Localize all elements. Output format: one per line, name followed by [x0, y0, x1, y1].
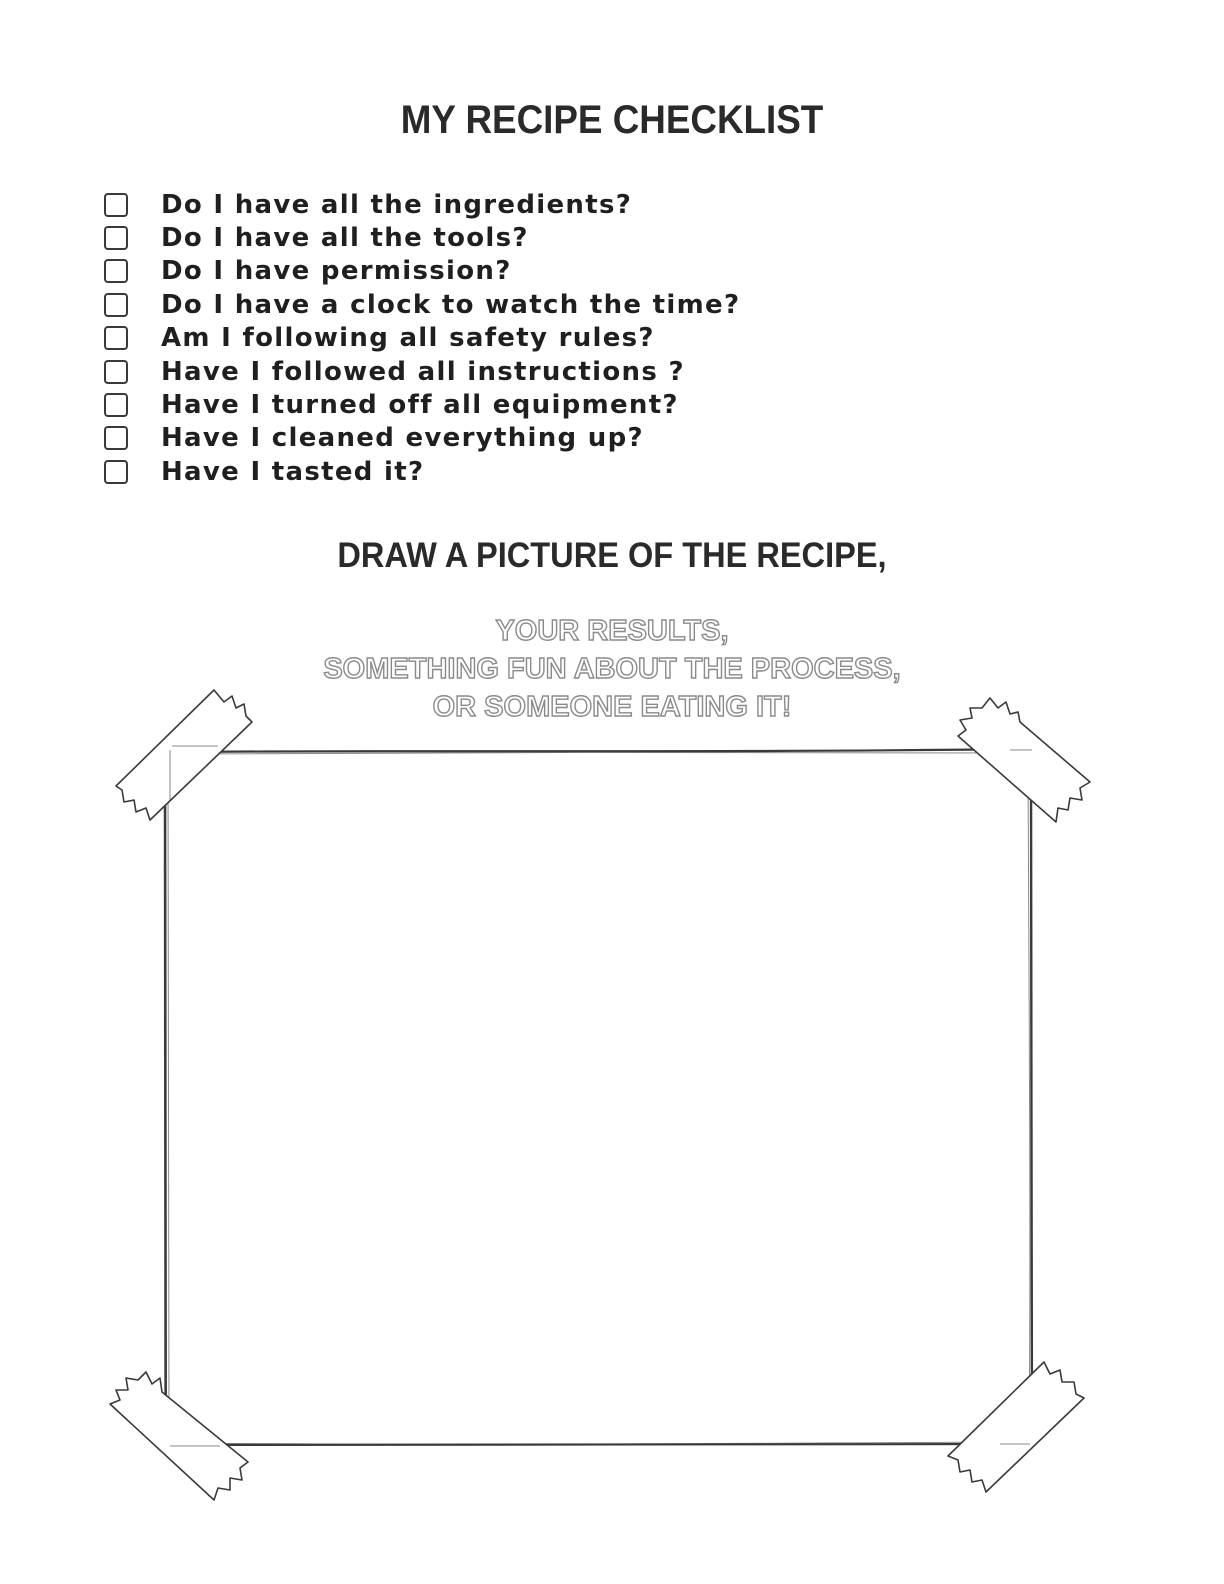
checklist-item — [104, 455, 740, 488]
drawing-prompt — [0, 612, 1224, 726]
checkbox[interactable] — [104, 460, 128, 484]
checklist-item — [104, 288, 740, 321]
checkbox[interactable] — [104, 259, 128, 283]
checklist-item — [104, 255, 740, 288]
drawing-area[interactable] — [166, 752, 1032, 1444]
checklist-item — [104, 422, 740, 455]
checkbox[interactable] — [104, 393, 128, 417]
checklist-item — [104, 355, 740, 388]
checkbox[interactable] — [104, 326, 128, 350]
checklist-item — [104, 322, 740, 355]
checklist-title: MY RECIPE CHECKLIST — [400, 98, 824, 142]
checklist-item-label: Am I following all safety rules? — [161, 323, 655, 354]
checkbox[interactable] — [104, 226, 128, 250]
checklist-item-label: Have I followed all instructions ? — [161, 356, 685, 387]
checklist-item-label: Do I have a clock to watch the time? — [161, 289, 741, 320]
checklist-item — [104, 221, 740, 254]
checkbox[interactable] — [104, 193, 128, 217]
checklist-item-label: Do I have all the tools? — [161, 223, 529, 254]
checklist-item-label: Have I cleaned everything up? — [161, 423, 644, 454]
drawing-title: DRAW A PICTURE OF THE RECIPE, — [337, 536, 887, 575]
checkbox[interactable] — [104, 426, 128, 450]
checkbox[interactable] — [104, 293, 128, 317]
checklist-item-label: Do I have permission? — [161, 256, 512, 287]
checklist-item — [104, 188, 740, 221]
drawing-prompt-line: SOMETHING FUN ABOUT THE PROCESS, — [323, 653, 901, 685]
recipe-checklist — [104, 188, 740, 489]
checklist-item-label: Do I have all the ingredients? — [161, 189, 633, 220]
checklist-item — [104, 388, 740, 421]
checklist-item-label: Have I turned off all equipment? — [161, 390, 679, 421]
drawing-prompt-line: OR SOMEONE EATING IT! — [432, 691, 792, 723]
checklist-item-label: Have I tasted it? — [161, 456, 425, 487]
drawing-prompt-line: YOUR RESULTS, — [495, 615, 729, 647]
checkbox[interactable] — [104, 360, 128, 384]
